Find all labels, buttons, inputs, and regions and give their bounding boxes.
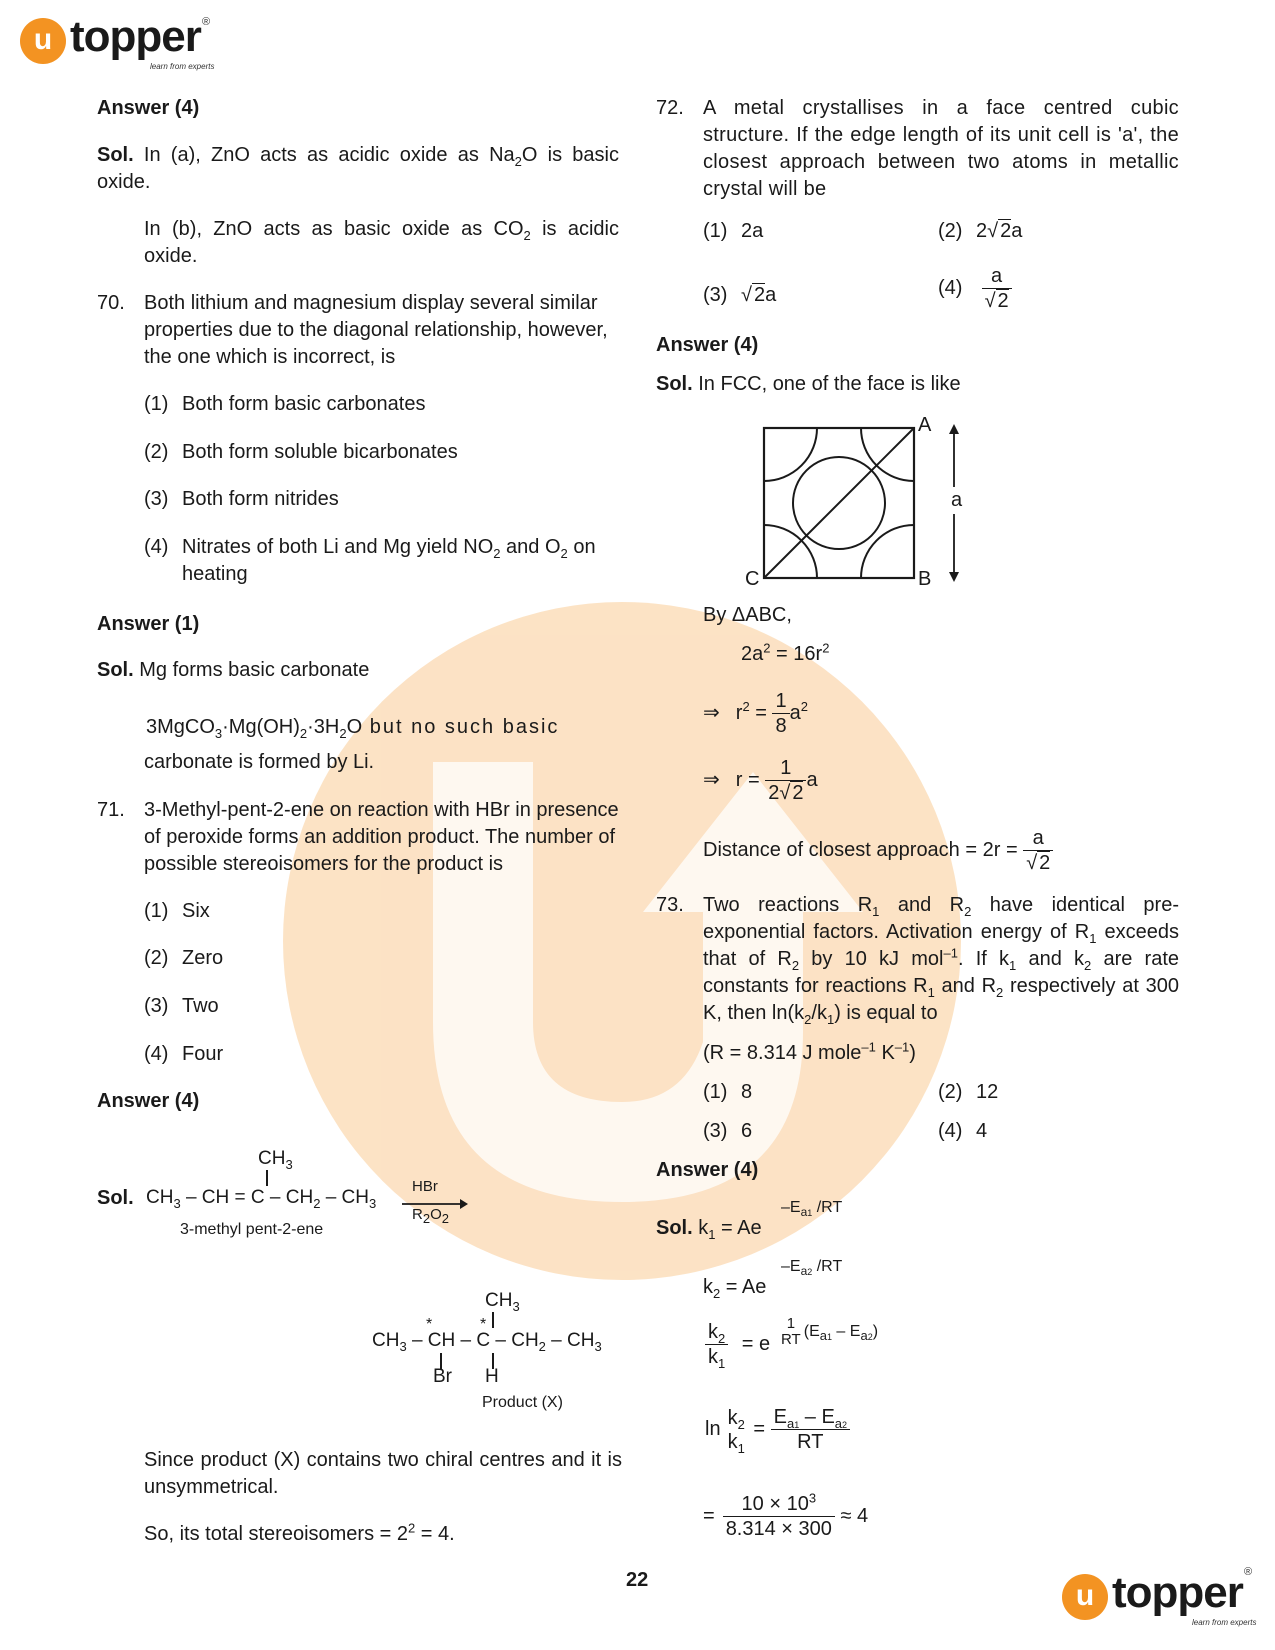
product-bond-top [492, 1312, 494, 1328]
q73-text: Two reactions $R_1$ and $R_2$ have identical pre-exponential factors. Activation energy of $R_1$ exceeds that of $R_2$ by 10 kJ mol$^{-1}$. If $k_1$ and $k_2$ are rate constants for reactions $R_1$ and $R_2$ respectively at 300 K, then $\ln(k_2/k_1)$ is equal to [703, 894, 1180, 1027]
reagent-top: HBr [412, 1178, 438, 1195]
q71-text: 3-Methyl-pent-2-ene on reaction with HBr in presence of peroxide forms an addition product. The number of possible stereoisomers for the product is [144, 799, 619, 875]
q73-ratio-exponent: 1 RT $(E_{a1} - E_{a2})$ [781, 1315, 879, 1348]
footer-logo-tagline: learn from experts [1192, 1618, 1257, 1627]
q73-option-4: (4) 4 [938, 1120, 988, 1142]
q70-formula: $3MgCO_3\cdot Mg(OH)_2\cdot 3H_2O$ but no such basic [146, 716, 560, 741]
q73-number: 73. [656, 894, 684, 916]
q73-k1-exponent: $-E_{a1}$ /RT [781, 1199, 843, 1220]
q72-by-abc: By ΔABC, [703, 604, 792, 626]
reactant-formula: $CH_3$ – CH = C – $CH_2 - CH_3$ [146, 1187, 377, 1211]
product-h: H [485, 1366, 499, 1387]
footer-logo-reg: ® [1244, 1566, 1253, 1578]
q73-ln-equation: ln $k_2$ $k_1$ = $\frac{E_{a1} - E_{a2}}{RT}$ [705, 1405, 850, 1454]
q71-answer: Answer (4) [97, 1090, 200, 1112]
diagram-label-b-vertex: B [918, 568, 932, 590]
product-ch3-top: $CH_3$ [485, 1290, 520, 1314]
q69-solution-b: In (b), ZnO acts as basic oxide as $CO_2$ is acidic oxide. [144, 218, 619, 267]
q73-k2-exponent: $-E_{a2}$ /RT [781, 1258, 843, 1279]
product-star-2: * [480, 1316, 487, 1333]
reagent-bottom: $R_2O_2$ [412, 1206, 449, 1226]
q72-eq1: $2a^2 = 16r^2$ [741, 640, 830, 665]
q72-distance: Distance of closest approach = 2r = $\frac{a}{√ 2}$ [703, 826, 1053, 875]
q72-option-4: (4) $\frac{a}{√ 2}$ [938, 264, 1012, 313]
product-star-1: * [426, 1316, 433, 1333]
q70-formula-line2: carbonate is formed by Li. [144, 751, 375, 773]
q70-option-1: (1) Both form basic carbonates [144, 393, 426, 415]
q73-constant: (R = 8.314 J mole$^{-1}$ $K^{-1}$) [703, 1039, 916, 1064]
q72-option-3: (3) √ 2a [703, 284, 777, 306]
q70-answer: Answer (1) [97, 613, 200, 635]
reactant-ch3-top: $CH_3$ [258, 1148, 293, 1172]
q71-number: 71. [97, 799, 125, 821]
q70-option-4: (4) Nitrates of both Li and Mg yield $NO_2$ and $O_2$ on heating [144, 536, 596, 585]
product-name: Product (X) [482, 1394, 563, 1411]
q73-ratio-equation: $\frac{k_2}{k_1}$ = e [705, 1320, 770, 1369]
reactant-name: 3-methyl pent-2-ene [180, 1221, 324, 1238]
q69-answer: Answer (4) [97, 97, 200, 119]
footer-logo-word: topper [1112, 1568, 1243, 1617]
q71-option-3: (3) Two [144, 995, 219, 1017]
q71-conclusion-2: So, its total stereoisomers = $2^2 = 4$. [144, 1520, 455, 1545]
q72-solution: Sol. In FCC, one of the face is like [656, 373, 961, 395]
q73-k2-equation: $k_2 = Ae$ [703, 1276, 767, 1301]
product-br: Br [433, 1366, 452, 1387]
q73-option-1: (1) 8 [703, 1081, 753, 1103]
q70-solution: Sol. Mg forms basic carbonate [97, 659, 370, 681]
footer-logo-mark: u [1062, 1574, 1108, 1620]
q70-option-2: (2) Both form soluble bicarbonates [144, 441, 458, 463]
fcc-face-diagram [740, 410, 980, 595]
q71-option-1: (1) Six [144, 900, 210, 922]
q69-solution-a: Sol. In (a), ZnO acts as acidic oxide as $Na_2O$ is basic oxide. [97, 144, 619, 193]
page-number: 22 [626, 1569, 649, 1591]
q72-option-2: (2) 2√ 2a [938, 220, 1023, 242]
logo-mark: u [20, 18, 66, 64]
q71-option-4: (4) Four [144, 1043, 224, 1065]
footer-logo [1062, 1566, 1262, 1628]
reactant-bond-line [266, 1170, 268, 1186]
q70-option-3: (3) Both form nitrides [144, 488, 339, 510]
q73-k1-equation: Sol. $k_1 = Ae$ [656, 1217, 762, 1242]
logo-word: topper [70, 12, 201, 61]
q72-eq3: ⇒ r = $\frac{1}{2√ 2}$ a [703, 757, 818, 804]
q72-number: 72. [656, 97, 684, 119]
sol-label: Sol. [97, 144, 134, 166]
q71-sol-label: Sol. [97, 1187, 134, 1209]
q72-answer: Answer (4) [656, 334, 759, 356]
q73-final-equation: = $\frac{10 \times 10^3}{8.314 \times 300}$ ≈ 4 [703, 1490, 869, 1540]
q73-answer: Answer (4) [656, 1159, 759, 1181]
q72-text: A metal crystallises in a face centred cubic structure. If the edge length of its unit cell is 'a', the closest approach between two atoms in metallic crystal will be [703, 97, 1179, 200]
q71-conclusion-1: Since product (X) contains two chiral centres and it is unsymmetrical. [144, 1449, 622, 1498]
q70-text: Both lithium and magnesium display several similar properties due to the diagonal relationship, however, the one which is incorrect, is [144, 292, 608, 368]
q73-option-3: (3) 6 [703, 1120, 753, 1142]
diagram-label-c-vertex: C [745, 568, 760, 590]
q73-option-2: (2) 12 [938, 1081, 999, 1103]
logo-tagline: learn from experts [150, 62, 215, 71]
product-formula: $CH_3$ – CH – C – $CH_2 - CH_3$ [372, 1330, 602, 1354]
logo-reg: ® [202, 16, 211, 28]
diagram-label-a-vertex: A [918, 414, 932, 436]
q72-eq2: ⇒ $r^2$ = $\frac{1}{8}$ $a^2$ [703, 690, 808, 737]
diagram-label-edge: a [950, 487, 963, 514]
q70-number: 70. [97, 292, 125, 314]
header-logo [20, 12, 220, 72]
q72-option-1: (1) 2a [703, 220, 764, 242]
q71-option-2: (2) Zero [144, 947, 224, 969]
